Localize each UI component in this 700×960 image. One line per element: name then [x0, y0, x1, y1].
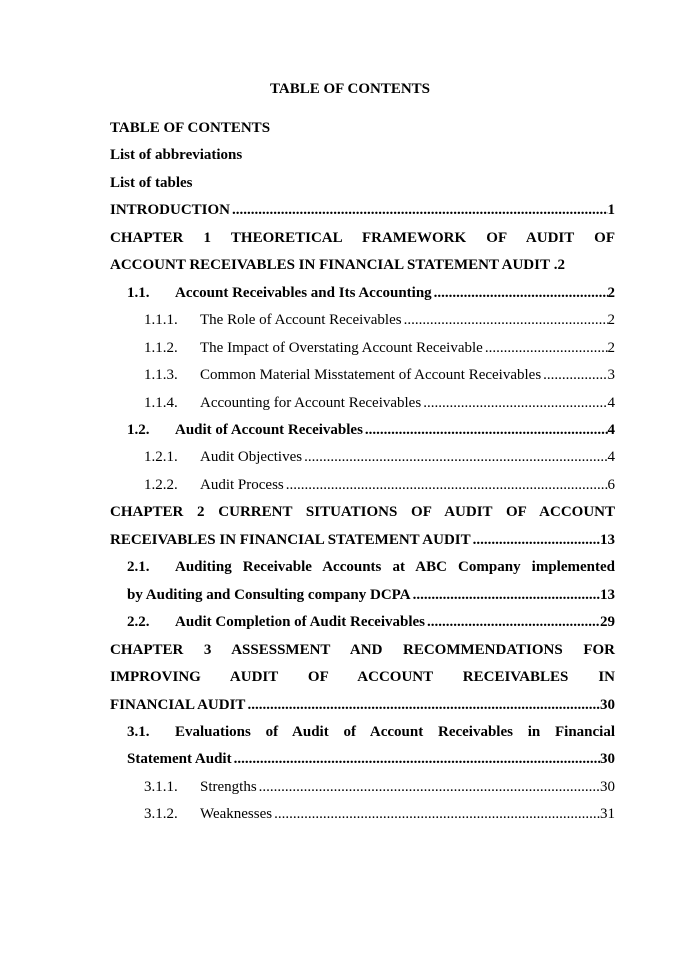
toc-entry-list-of-tables[interactable]: [110, 170, 615, 197]
entry-title: Strengths: [200, 778, 257, 795]
toc-entry-chapter-2[interactable]: [110, 499, 615, 554]
page-number: 2: [607, 284, 615, 301]
entry-title: Audit Objectives: [200, 449, 303, 466]
entry-title: Common Material Misstatement of Account Receivables: [200, 367, 542, 384]
dot-leader: [483, 335, 608, 362]
entry-title: Account Receivables and Its Accounting: [175, 284, 432, 301]
page-number: .2: [553, 257, 565, 274]
section-number: 3.1.: [127, 723, 150, 740]
entry-title: The Impact of Overstating Account Receivable: [200, 339, 483, 356]
page-number: 13: [600, 586, 615, 603]
dot-leader: [402, 307, 608, 334]
section-number: 3.1.2.: [144, 806, 178, 823]
section-number: 2.2.: [127, 614, 150, 631]
page-number: 6: [607, 476, 615, 493]
toc-entry-1-2-1[interactable]: [110, 444, 615, 471]
toc-entry-1-2-2[interactable]: [110, 472, 615, 499]
dot-leader: [541, 362, 607, 389]
section-number: 3.1.1.: [144, 778, 178, 795]
section-number: 1.1.3.: [144, 367, 178, 384]
entry-title-line: CHAPTER 3 ASSESSMENT AND RECOMMENDATIONS FOR: [110, 641, 615, 658]
dot-leader: [245, 692, 600, 719]
dot-leader: [471, 527, 600, 554]
toc-entry-2-1[interactable]: [110, 554, 615, 609]
page-number: 4: [607, 421, 615, 438]
page-number: 31: [600, 806, 615, 823]
entry-title-line: ACCOUNT RECEIVABLES IN FINANCIAL STATEMENT AUDIT: [110, 257, 550, 274]
dot-leader: [232, 746, 600, 773]
toc-entry-1-1-2[interactable]: [110, 335, 615, 362]
entry-title-line: IMPROVING AUDIT OF ACCOUNT RECEIVABLES IN: [110, 669, 615, 686]
dot-leader: [302, 444, 607, 471]
toc-entry-introduction[interactable]: [110, 197, 615, 224]
toc-entry-3-1-2[interactable]: [110, 801, 615, 828]
page-number: 1: [607, 202, 615, 219]
section-number: 1.1.4.: [144, 394, 178, 411]
page-number: 30: [600, 778, 615, 795]
toc-entry-chapter-1[interactable]: [110, 225, 615, 280]
page-number: 30: [600, 751, 615, 768]
toc-entry-1-1-3[interactable]: [110, 362, 615, 389]
page-number: 30: [600, 696, 615, 713]
entry-title: List of abbreviations: [110, 147, 243, 164]
entry-title: The Role of Account Receivables: [200, 312, 402, 329]
dot-leader: [230, 197, 607, 224]
page-number: 2: [607, 339, 615, 356]
entry-title: List of tables: [110, 174, 193, 191]
section-number: 1.1.1.: [144, 312, 178, 329]
dot-leader: [363, 417, 608, 444]
toc-entry-3-1-1[interactable]: [110, 774, 615, 801]
page-number: 3: [607, 367, 615, 384]
entry-title: Weaknesses: [200, 806, 273, 823]
section-number: 1.2.2.: [144, 476, 178, 493]
entry-title-line: Statement Audit: [127, 751, 232, 768]
dot-leader: [272, 801, 600, 828]
entry-title: TABLE OF CONTENTS: [110, 120, 271, 136]
section-number: 1.1.: [127, 284, 150, 301]
toc-entry-1-1-4[interactable]: [110, 390, 615, 417]
dot-leader: [257, 774, 600, 801]
page-number: 4: [607, 394, 615, 411]
entry-title-line: Evaluations of Audit of Account Receivables in Financial: [175, 723, 615, 740]
page-number: 4: [607, 449, 615, 466]
toc-entry-chapter-3[interactable]: [110, 637, 615, 719]
page-number: 13: [600, 531, 615, 548]
entry-title-line: CHAPTER 1 THEORETICAL FRAMEWORK OF AUDIT OF: [110, 229, 615, 246]
toc-entry-1-1-1[interactable]: [110, 307, 615, 334]
dot-leader: [432, 280, 608, 307]
section-number: 1.2.: [127, 421, 150, 438]
page-title: TABLE OF CONTENTS: [269, 81, 431, 97]
page-number: 2: [607, 312, 615, 329]
entry-title: Accounting for Account Receivables: [200, 394, 422, 411]
entry-title-line: by Auditing and Consulting company DCPA: [127, 586, 411, 603]
dot-leader: [425, 609, 600, 636]
toc-entry-3-1[interactable]: [110, 719, 615, 774]
entry-title-line: FINANCIAL AUDIT: [110, 696, 246, 713]
entry-title: INTRODUCTION: [110, 202, 231, 219]
section-number: 2.1.: [127, 559, 150, 576]
entry-title-line: CHAPTER 2 CURRENT SITUATIONS OF AUDIT OF ACCOUNT: [110, 504, 615, 521]
entry-title-line: RECEIVABLES IN FINANCIAL STATEMENT AUDIT: [110, 531, 471, 548]
toc-entry-1-2[interactable]: [110, 417, 615, 444]
dot-leader: [284, 472, 608, 499]
section-number: 1.2.1.: [144, 449, 178, 466]
toc-entry-list-of-abbreviations[interactable]: [110, 142, 615, 169]
section-number: 1.1.2.: [144, 339, 178, 356]
table-of-contents: [110, 115, 615, 829]
toc-entry-1-1[interactable]: [110, 280, 615, 307]
dot-leader: [411, 582, 600, 609]
page-number: 29: [600, 614, 615, 631]
dot-leader: [421, 390, 607, 417]
toc-entry-table-of-contents[interactable]: [110, 115, 615, 142]
toc-entry-2-2[interactable]: [110, 609, 615, 636]
entry-title: Audit Completion of Audit Receivables: [175, 614, 426, 631]
entry-title: Audit of Account Receivables: [175, 421, 363, 438]
entry-title: Audit Process: [200, 476, 284, 493]
entry-title-line: Auditing Receivable Accounts at ABC Company implemented: [175, 559, 615, 576]
